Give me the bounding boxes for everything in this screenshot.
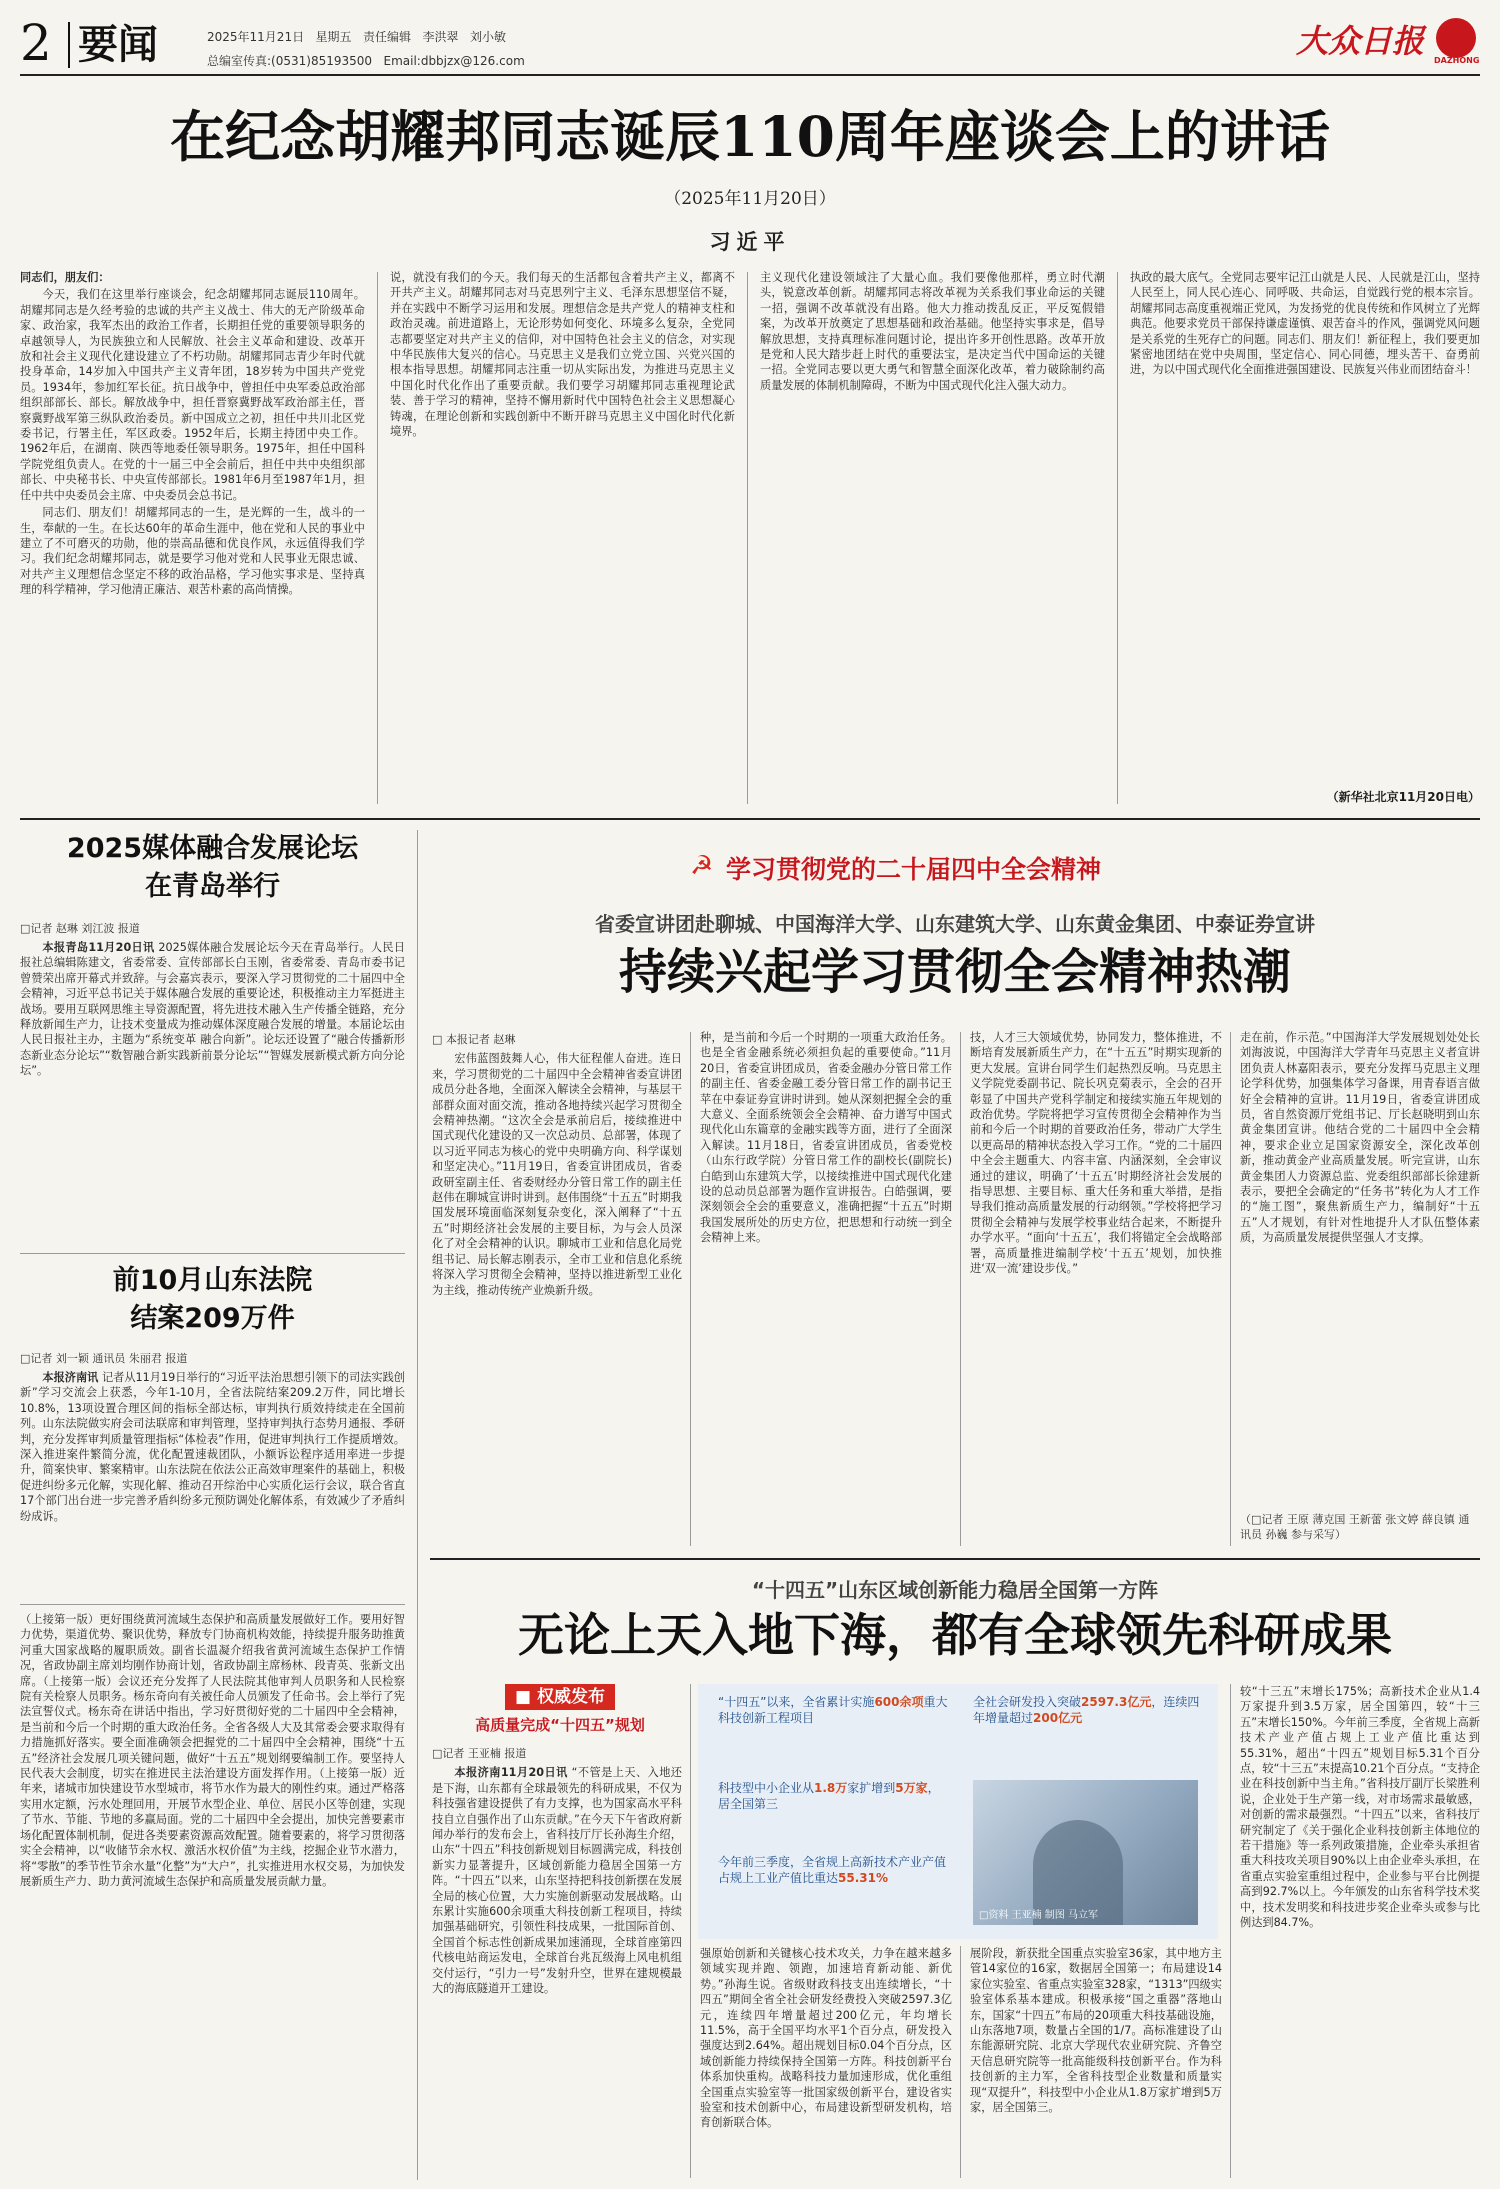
email: Email:dbbjzx@126.com	[383, 54, 525, 68]
study-banner-text: 学习贯彻党的二十届四中全会精神	[726, 855, 1102, 884]
column-divider	[690, 1684, 691, 2178]
innovation-column-3	[970, 1946, 1222, 2178]
speech-column-3	[760, 270, 1105, 805]
continued-articles	[20, 1612, 405, 2178]
stat-projects-prefix: “十四五”以来，全省累计实施	[718, 1695, 875, 1709]
study-paragraph: 走在前，作示范。”中国海洋大学发展规划处处长刘海波说，中国海洋大学青年马克思主义者宣讲团负责人林嘉阳表示，要充分发挥马克思主义理论学科优势，加强集体学习备课，用青春语言做好全会精神的宣讲。11月19日，省委宣讲团成员，省自然资源厅党组书记、厅长赵晓明到山东黄金集团宣讲。他结合党的二十届四中全会精神，要求企业立足国家资源安全，深化改革创新，推动黄金产业高质量发展。听完宣讲，山东黄金集团人力资源总监、党委组织部部长徐建新表示，要把全会确定的“任务书”转化为人才工作的“施工图”，聚焦新质生产力，编制好“十五五”人才规划，有针对性地提升人才队伍整体素质，为高质量发展提供坚强人才支撑。	[1240, 1031, 1480, 1245]
stat-hightech-prefix: 今年前三季度，全省规上高新技术产业产值占规上工业产值比重达	[718, 1855, 947, 1885]
forum-text: 2025媒体融合发展论坛今天在青岛举行。人民日报社总编辑陈建文，省委常委、宣传部部长白玉刚，省委常委、青岛市委书记曾赞荣出席开幕式并致辞。与会嘉宾表示，要深入学习贯彻党的二十届四中全会精神，习近平总书记关于媒体融合发展的重要论述，积极推动主力军挺进主战场。要用互联网思维主导资源配置，将先进技术融入生产传播全链路，充分释放新闻生产力，让技术变量成为推动媒体深度融合发展的增量。本届论坛由人民日报社主办，主题为“系统变革 融合向新”。论坛还设置了“融合传播新形态新业态分论坛”“数智融合新实践新前景分论坛”“智媒发展新模式新方向分论坛”。	[20, 941, 405, 1078]
column-divider	[747, 272, 748, 804]
study-byline: □ 本报记者 赵琳	[432, 1033, 516, 1046]
issue-weekday: 星期五	[315, 30, 352, 44]
newspaper-logo	[1296, 14, 1486, 70]
innovation-title: 无论上天入地下海，都有全球领先科研成果	[518, 1608, 1392, 1662]
issue-info	[207, 28, 506, 45]
speech-paragraph: 今天，我们在这里举行座谈会，纪念胡耀邦同志诞辰110周年。胡耀邦同志是久经考验的忠诚的共产主义战士、伟大的无产阶级革命家、政治家，我军杰出的政治工作者，长期担任党的重要领导职务的卓越领导人，为民族独立和人民解放、社会主义革命和建设、改革开放和社会主义现代化建设建立了不朽功勋。胡耀邦同志青少年时代就投身革命，14岁加入中国共产主义青年团，18岁转为中国共产党党员。1934年，参加红军长征。抗日战争中，曾担任中央军委总政治部组织部部长、部长。解放战争中，担任晋察冀野战军政治部主任，晋察冀野战军第三纵队政治委员。新中国成立之初，担任中共川北区党委书记，行署主任，军区政委。1952年后，长期主持团中央工作。1962年后，在湖南、陕西等地委任领导职务。1975年，担任中国科学院党组负责人。在党的十一届三中全会前后，担任中共中央组织部部长、中央秘书长、中央宣传部部长。1981年6月至1987年1月，担任中共中央委员会主席、中央委员会总书记。	[20, 288, 365, 502]
study-title: 持续兴起学习贯彻全会精神热潮	[618, 944, 1291, 1000]
research-photo	[973, 1780, 1198, 1925]
stat-hightech-share	[718, 1854, 948, 1886]
stat-sme-to: 5万家	[895, 1781, 928, 1795]
stat-rd-prefix: 全社会研发投入突破	[973, 1695, 1082, 1709]
release-sub: 高质量完成“十四五”规划	[475, 1716, 645, 1734]
forum-title-line-2: 在青岛举行	[145, 871, 280, 902]
infographic-panel	[698, 1684, 1218, 1939]
speech-paragraph: 主义现代化建设领域注了大量心血。我们要像他那样，勇立时代潮头，锐意改革创新。胡耀邦同志将改革视为关系我们事业命运的关键一招，强调不改革就没有出路。他大力推动拨乱反正，平反冤假错案，为改革开放奠定了思想基础和政治基础。他坚持实事求是，倡导解放思想，支持真理标准问题讨论，提出许多开创性思路。改革开放是党和人民大踏步赶上时代的重要法宝，是决定当代中国命运的关键一招。全党同志要以更大勇气和智慧全面深化改革，着力破除制约高质量发展的体制机制障碍，不断为中国式现代化注入强大动力。	[760, 271, 1105, 392]
innovation-column-4	[1240, 1684, 1480, 2178]
article-divider	[20, 1253, 405, 1254]
release-icon: ■	[515, 1687, 532, 1707]
stat-rd-value: 2597.3亿元	[1081, 1695, 1152, 1709]
vertical-divider	[417, 830, 418, 2180]
party-emblem-icon: ☭	[690, 851, 714, 881]
forum-byline: □记者 赵琳 刘江波 报道	[20, 922, 140, 935]
speech-paragraph: 执政的最大底气。全党同志要牢记江山就是人民、人民就是江山，坚持人民至上，同人民心连心、同呼吸、共命运，自觉践行党的根本宗旨。胡耀邦同志高度重视端正党风，为发扬党的优良传统和作风树立了光辉典范。他要求党员干部保持谦虚谨慎、艰苦奋斗的作风，强调党风问题是关系党的生死存亡的问题。同志们、朋友们！新征程上，我们要更加紧密地团结在党中央周围，坚定信心、同心同德，埋头苦干、奋勇前进，为以中国式现代化全面推进强国建设、民族复兴伟业而团结奋斗！	[1130, 271, 1480, 377]
column-divider	[1230, 1684, 1231, 2178]
editor-name: 李洪翠	[422, 30, 459, 44]
photo-credit: □资料 王亚楠 制图 马立军	[979, 1910, 1098, 1921]
stat-projects	[718, 1694, 948, 1726]
study-credit: （□记者 王原 薄克国 王新蕾 张文婷 薛良镇 通讯员 孙巍 参与采写）	[1240, 1513, 1470, 1541]
speech-column-4	[1130, 270, 1480, 782]
section-divider	[68, 22, 70, 68]
speech-greeting: 同志们，朋友们：	[20, 271, 110, 284]
innovation-kicker: “十四五”山东区域创新能力稳居全国第一方阵	[751, 1578, 1159, 1602]
stat-hightech-value: 55.31%	[838, 1871, 888, 1885]
forum-body	[20, 940, 405, 1216]
speech-date: （2025年11月20日）	[664, 189, 836, 209]
court-text: 记者从11月19日举行的“习近平法治思想引领下的司法实践创新”学习交流会上获悉，今年1-10月，全省法院结案209.2万件，同比增长10.8%，13项设置合理区间的指标全部达标，审判执行质效持续走在全国前列。山东法院做实府会司法联席和审判管理，坚持审判执行态势月通报、季研判，充分发挥审判质量管理指标“体检表”作用，促进审判执行工作提质增效。深入推进案件繁简分流，优化配置速裁团队，小额诉讼程序适用率进一步提升，简案快审、繁案精审。山东法院在依法公正高效审理案件的基础上，积极促进纠纷多元化解，实现化解、推动召开综治中心实质化运行会议，联合省直17个部门出台进一步完善矛盾纠纷多元预防调处化解体系，有效减少了矛盾纠纷成诉。	[20, 1371, 405, 1523]
forum-article	[20, 830, 405, 1216]
speech-column-2	[390, 270, 735, 805]
study-paragraph: 技，人才三大领域优势，协同发力，整体推进，不断培育发展新质生产力，在“十五五”时期实现新的更大发展。宣讲台同学生们起热烈反响。马克思主义学院党委副书记、院长巩克菊表示，全会的召开彰显了中国共产党科学制定和接续实施五年规划的政治优势。学院将把学习宣传贯彻全会精神作为当前和今后一个时期的首要政治任务，带动广大学生以更高昂的精神状态投入学习工作。“党的二十届四中全会主题重大、内容丰富、内涵深刻，全会审议通过的建议，明确了‘十五五’时期经济社会发展的指导思想、主要目标、重大任务和重大举措，是指导我们推动高质量发展的行动纲领。”学校将把学习贯彻全会精神与发展学校事业结合起来，不断提升办学水平。“面向‘十五五’，我们将锚定全会战略部署，高质量推进编制学校‘十五五’规划，加快推进‘双一流’建设步伐。”	[970, 1031, 1222, 1276]
innovation-column-1	[432, 1744, 682, 2178]
innovation-lead: 本报济南11月20日讯	[454, 1766, 568, 1780]
editor-label: 责任编辑	[363, 30, 412, 44]
study-kicker: 省委宣讲团赴聊城、中国海洋大学、山东建筑大学、山东黄金集团、中泰证券宣讲	[595, 912, 1315, 936]
column-divider	[1117, 272, 1118, 804]
innovation-text: “不管是上天、入地还是下海，山东都有全球最领先的科研成果，不仅为科技强省建设提供了有力支撑，也为国家高水平科技自立自强作出了山东贡献。”在今天下午省政府新闻办举行的发布会上，省科技厅厅长孙海生介绍，山东“十四五”科技创新规划目标圆满完成，科技创新实力显著提升，区域创新能力稳居全国第一方阵。“十四五”以来，山东坚持把科技创新摆在发展全局的核心位置，大力实施创新驱动发展战略。山东累计实施600余项重大科技创新工程项目，持续加强基础研究，引领性科技成果，一批国际首创、全国首个标志性创新成果加速涌现，全球首座第四代核电站商运发电，全球首台兆瓦级海上风电机组交付运行，“引力一号”发射升空，世界在建规模最大的海底隧道开工建设。	[432, 1766, 682, 1996]
column-divider	[690, 1032, 691, 1546]
hotline: 总编室传真:(0531)85193500	[207, 54, 373, 68]
study-column-2	[700, 1030, 952, 1548]
innovation-paragraph: 强原始创新和关键核心技术攻关，力争在越来越多领域实现并跑、领跑，加速培育新动能、新优势。”孙海生说。省级财政科技支出连续增长，“十四五”期间全省全社会研发经费投入突破2597.3亿元，连续四年增量超过200亿元，年均增长11.5%，高于全国平均水平1个百分点，研发投入强度达到2.64%。超出规划目标0.04个百分点，区域创新能力持续保持全国第一方阵。科技创新平台体系加快重构。战略科技力量加速形成，优化重组全国重点实验室等一批国家级创新平台，建设省实验室和技术创新中心，布局建设新型研发机构，培育创新联合体。	[700, 1947, 952, 2130]
page-header	[0, 0, 1500, 78]
proof-name: 刘小敏	[469, 30, 506, 44]
innovation-paragraph: 展阶段，新获批全国重点实验室36家，其中地方主管14家位的16家，数据居全国第一；布局建设14家位实验室、省重点实验室328家，“1313”四级实验室体系基本建成。积极承接“国之重器”落地山东，国家“十四五”布局的20项重大科技基础设施，山东落地7项，数量占全国的1/7。高标准建设了山东能源研究院、北京大学现代农业研究院、齐鲁空天信息研究院等一批高能级科技创新平台。作为科技创新的主力军，全省科技型企业数量和质量实现“双提升”，科技型中小企业从1.8万家扩增到5万家，居全国第三。	[970, 1947, 1222, 2115]
speech-paragraph: 说，就没有我们的今天。我们每天的生活都包含着共产主义，都离不开共产主义。胡耀邦同志对马克思列宁主义、毛泽东思想坚信不疑，并在实践中不断学习运用和发展。理想信念是共产党人的精神支柱和政治灵魂。前进道路上，无论形势如何变化、环境多么复杂，全党同志都要坚定对共产主义的信仰，对中国特色社会主义的信念，对实现中华民族伟大复兴的信心。马克思主义是我们立党立国、兴党兴国的根本指导思想。胡耀邦同志注重一切从实际出发，为推进马克思主义中国化时代化作出了重要贡献。我们要学习胡耀邦同志重视理论武装、善于学习的精神，坚持不懈用新时代中国特色社会主义思想凝心铸魂，在理论创新和实践创新中不断开辟马克思主义中国化时代化新境界。	[390, 271, 735, 439]
speech-author: 习近平	[709, 229, 791, 254]
court-body	[20, 1370, 405, 1606]
study-paragraph: 种，是当前和今后一个时期的一项重大政治任务。也是全省金融系统必须担负起的重要使命。”11月20日，省委宣讲团成员，省委金融办分管日常工作的副主任、省委金融工委分管日常工作的副书记王苹在中泰证券宣讲时讲到。她从深刻把握全会的重大意义、全面系统领会全会精神、奋力谱写中国式现代化山东篇章的金融实践等方面，进行了全面深入解读。11月18日，省委宣讲团成员，省委党校（山东行政学院）分管日常工作的副校长(副院长)白皓到山东建筑大学，以接续推进中国式现代化建设的总动员总部署为题作宣讲报告。白皓强调，要深刻领会全会的重要意义，准确把握“十五五”时期我国发展所处的历史方位，把思想和行动统一到全会精神上来。	[700, 1031, 952, 1245]
stat-sme-count	[718, 1780, 948, 1812]
logo-text: 大众日报	[1296, 22, 1425, 60]
header-rule	[20, 74, 1480, 76]
stat-rd-mid: ，连续四年增量超过	[973, 1695, 1200, 1725]
release-label	[505, 1684, 615, 1710]
speech-source: （新华社北京11月20日电）	[1326, 790, 1480, 804]
forum-lead: 本报青岛11月20日讯	[42, 941, 155, 954]
section-title: 要闻	[78, 22, 158, 68]
study-paragraph: 宏伟蓝图鼓舞人心，伟大征程催人奋进。连日来，学习贯彻党的二十届四中全会精神省委宣讲团成员分赴各地，全面深入解读全会精神，与基层干部群众面对面交流，推动各地持续兴起学习贯彻全会精神热潮。“这次全会是承前启后，接续推进中国式现代化建设的又一次总动员、总部署，体现了以习近平同志为核心的党中央明确方向、科学谋划和坚定决心。”11月19日，省委宣讲团成员，省委政研室副主任、省委财经办分管日常工作的副主任赵伟在聊城宣讲时讲到。赵伟围绕“十五五”时期我国发展环境面临深刻复杂变化，深入阐释了“十五五”时期经济社会发展的主要目标，为与会人员深化了对全会精神的认识。聊城市工业和信息化局党组书记、局长解志刚表示，全市工业和信息化系统将深入学习贯彻全会精神，坚持以推进新型工业化为主线，推动传统产业焕新升级。	[432, 1052, 682, 1297]
section-rule	[430, 1558, 1480, 1560]
innovation-column-2	[700, 1946, 952, 2178]
column-divider	[1230, 1032, 1231, 1546]
stat-sme-prefix: 科技型中小企业从	[718, 1781, 815, 1795]
column-divider	[960, 1946, 961, 2178]
stat-rd-investment	[973, 1694, 1203, 1726]
study-column-1	[432, 1030, 682, 1548]
innovation-byline: □记者 王亚楠 报道	[432, 1747, 527, 1760]
court-byline: □记者 刘一颖 通讯员 朱丽君 报道	[20, 1352, 188, 1365]
speech-column-1	[20, 270, 365, 805]
column-divider	[377, 272, 378, 804]
column-divider	[960, 1032, 961, 1546]
issue-date: 2025年11月21日	[207, 30, 305, 44]
article-divider	[20, 1604, 405, 1605]
court-title-line-1: 前10月山东法院	[112, 1265, 313, 1296]
study-column-4	[1240, 1030, 1480, 1510]
innovation-paragraph: 较“十三五”末增长175%；高新技术企业从1.4万家提升到3.5万家，居全国第四，较“十三五”末增长150%。今年前三季度，全省规上高新技术产业产值占规上工业产值比重达到55.31%，超出“十四五”规划目标5.31个百分点，较“十三五”末提高10.21个百分点。“支持企业在科技创新中当主角。”省科技厅副厅长梁胜利说，企业处于生产第一线，对市场需求最敏感，对创新的需求最强烈。“十四五”以来，省科技厅研究制定了《关于强化企业科技创新主体地位的若干措施》等一系列政策措施，企业牵头承担省重大科技攻关项目90%以上由企业牵头承担，在省重点实验室重组过程中，企业参与平台比例提高到92.7%以上。今年颁发的山东省科学技术奖中，技术发明奖和科技进步奖企业牵头或参与比例达到84.7%。	[1240, 1685, 1480, 1930]
contact-info	[207, 52, 525, 69]
release-badge	[440, 1684, 680, 1738]
logo-subtext: DAZHONG	[1434, 56, 1480, 65]
study-banner	[690, 848, 1290, 884]
section-rule	[20, 818, 1480, 820]
continued-text: （上接第一版）更好围绕黄河流域生态保护和高质量发展做好工作。要用好智力优势，渠道优势、聚识优势，释放专门协商机构效能，持续提升服务助推黄河重大国家战略的履职质效。副省长温凝介绍我省黄河流域生态保护工作情况，省政协副主席刘均刚作协商计划，省政协副主席杨林、段青英、张新文出席。（上接第一版）会议还充分发挥了人民法院其他审判人员职务和人民检察院有关检察人员职务。杨东奇向有关被任命人员颁发了任命书。会上举行了宪法宣誓仪式。杨东奇在讲话中指出，学习好贯彻好党的二十届四中全会精神，是当前和今后一个时期的重大政治任务。全省各级人大及其常委会要求取得有力措施抓好落实。要全面准确领会把握党的二十届四中全会精神，围绕“十五五”经济社会发展几项关键问题，做好“十五五”规划纲要编制工作。要坚持人民代表大会制度，切实在推进民主法治建设方面发挥作用。（上接第一版）近年来，诸城市加快建设节水型城市，将节水作为最大的刚性约束。通过严格落实用水定额，污水处理回用，开展节水型企业、单位、居民小区等创建，实现了节水、节能、节地的多赢局面。党的二十届四中全会提出，加快完善要素市场化配置体制机制，促进各类要素资源高效配置。随着要素的，将学习贯彻落实全会精神，以“收储节余水权、激活水权价值”为主线，挖掘企业节水潜力，将“零散”的季节性节余水量“化整”为“大户”，扎实推进用水权交易，为加快发展新质生产力、助力黄河流域生态保护和高质量发展贡献力量。	[20, 1613, 405, 1888]
speech-title: 在纪念胡耀邦同志诞辰110周年座谈会上的讲话	[170, 104, 1330, 169]
speech-paragraph: 同志们、朋友们！胡耀邦同志的一生，是光辉的一生，战斗的一生，奉献的一生。在长达60年的革命生涯中，他在党和人民的事业中建立了不可磨灭的功勋，他的崇高品德和优良作风，永远值得我们学习。我们纪念胡耀邦同志，就是要学习他对党和人民事业无限忠诚、对共产主义理想信念坚定不移的政治品格，学习他实事求是、坚持真理的科学精神，学习他清正廉洁、艰苦朴素的高尚情操。	[20, 506, 365, 597]
court-article	[20, 1262, 405, 1606]
stat-projects-value: 600余项	[874, 1695, 924, 1709]
stat-sme-suffix: ，居全国第三	[718, 1781, 940, 1811]
release-label-text: 权威发布	[536, 1687, 605, 1707]
logo-emblem-icon	[1436, 18, 1476, 58]
stat-sme-from: 1.8万	[814, 1781, 848, 1795]
page-number: 2	[20, 14, 52, 72]
stat-rd-increment: 200亿元	[1033, 1711, 1083, 1725]
court-title-line-2: 结案209万件	[130, 1303, 295, 1334]
stat-sme-mid: 家扩增到	[847, 1781, 896, 1795]
court-lead: 本报济南讯	[42, 1371, 99, 1384]
stat-projects-suffix: 重大科技创新工程项目	[718, 1695, 948, 1725]
forum-title-line-1: 2025媒体融合发展论坛	[66, 833, 359, 864]
study-column-3	[970, 1030, 1222, 1548]
